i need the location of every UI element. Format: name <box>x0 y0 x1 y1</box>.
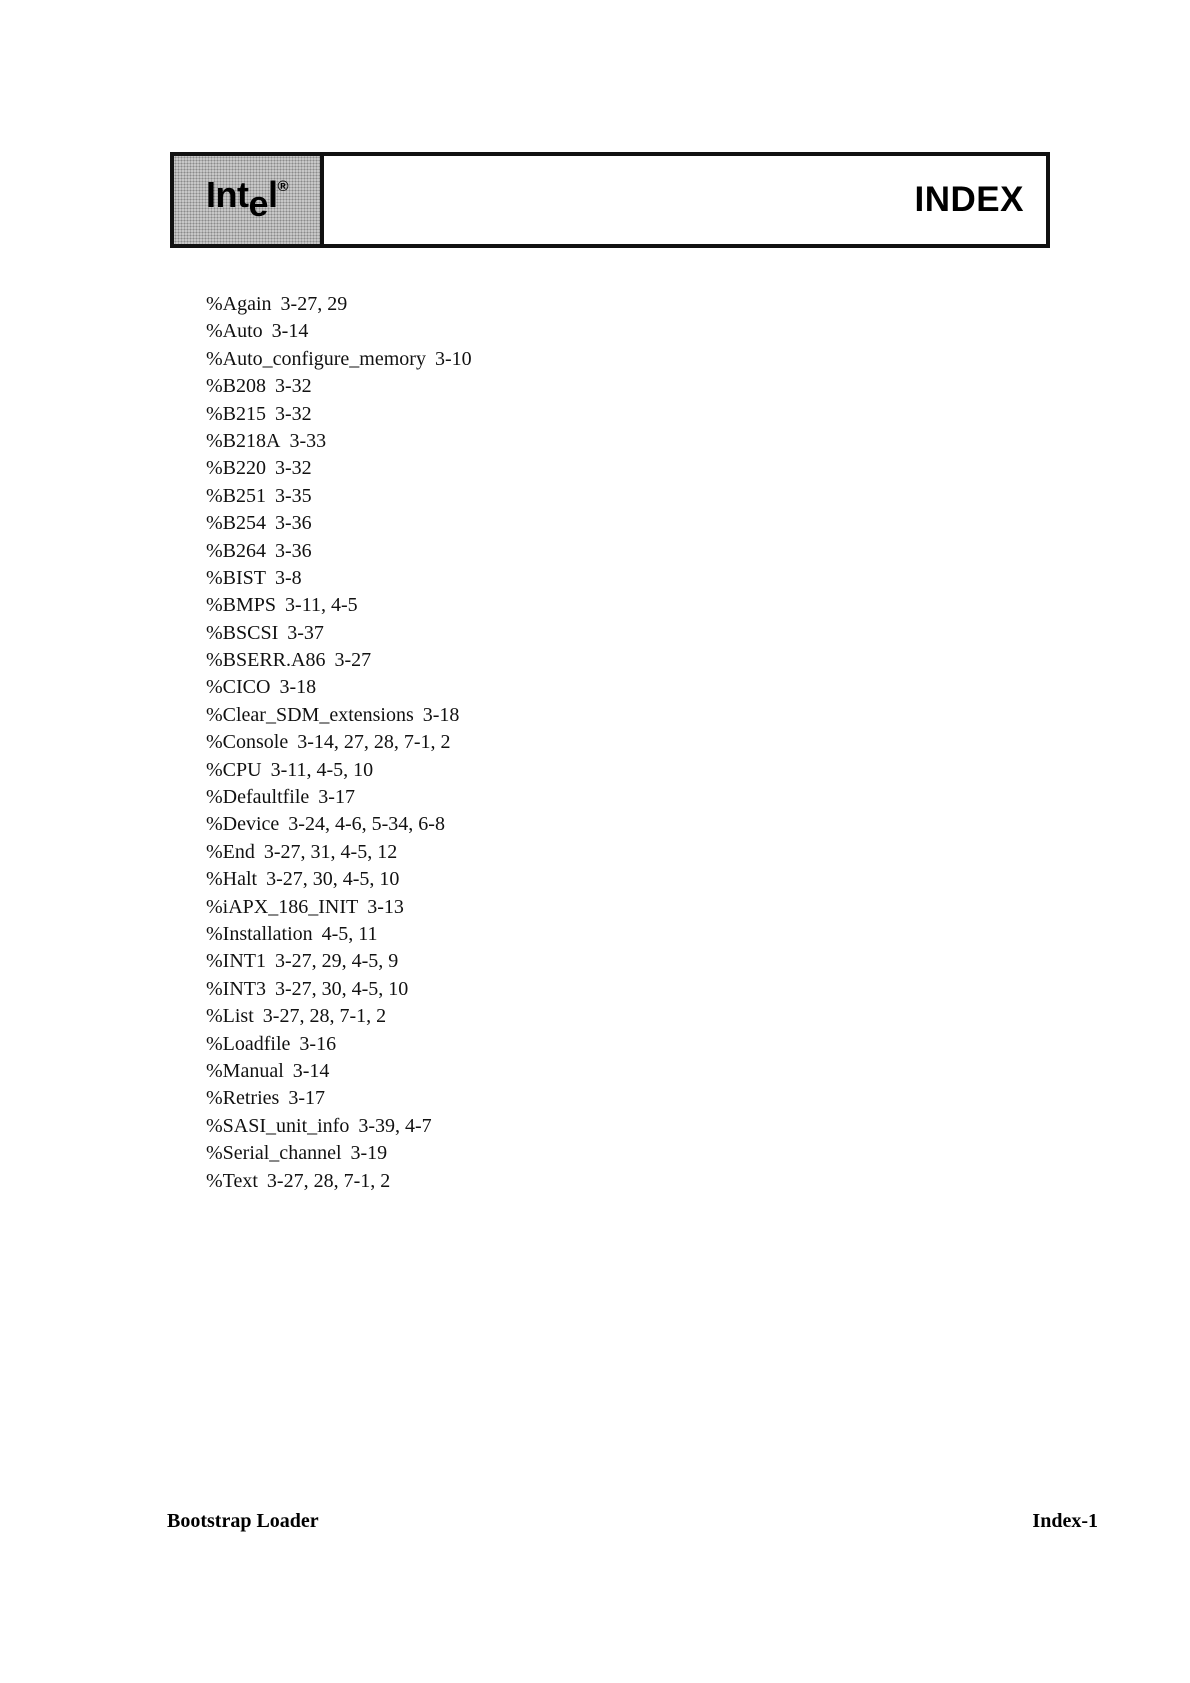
index-term: %CICO <box>206 676 271 699</box>
logo-part-l: l <box>267 174 278 215</box>
index-entry <box>206 729 472 756</box>
index-term: %iAPX_186_INIT <box>206 895 359 918</box>
index-term: %B208 <box>206 375 266 398</box>
index-pages: 3-10 <box>434 347 472 370</box>
index-pages: 3-27, 30, 4-5, 10 <box>266 868 400 891</box>
index-entry <box>206 894 472 921</box>
index-pages: 3-13 <box>367 895 404 918</box>
index-term: %Console <box>206 731 289 754</box>
index-entry <box>206 921 472 948</box>
footer-book-title: Bootstrap Loader <box>167 1510 319 1532</box>
index-term: %Again <box>206 293 272 315</box>
index-pages: 3-37 <box>287 621 324 644</box>
index-term: %Manual <box>206 1059 284 1082</box>
index-term: %List <box>206 1005 254 1028</box>
logo-box <box>174 156 324 244</box>
index-term: %B251 <box>206 484 266 507</box>
index-pages: 3-27, 28, 7-1, 2 <box>266 1169 391 1192</box>
index-pages: 4-5, 11 <box>321 922 378 945</box>
index-pages: 3-32 <box>275 375 312 398</box>
index-pages: 3-32 <box>275 457 312 480</box>
index-term: %Defaultfile <box>206 786 310 809</box>
index-term: %Halt <box>206 868 258 891</box>
index-pages: 3-27 <box>334 649 372 672</box>
index-term: %Loadfile <box>206 1032 291 1055</box>
index-entry <box>206 510 472 537</box>
index-term: %CPU <box>206 758 262 781</box>
index-entry <box>206 866 472 893</box>
index-entry <box>206 428 472 455</box>
index-pages: 3-11, 4-5 <box>285 594 358 617</box>
index-pages: 3-33 <box>289 429 327 452</box>
index-pages: 3-18 <box>422 703 460 726</box>
index-entry <box>206 483 472 510</box>
index-term: %B254 <box>206 512 266 535</box>
index-entry <box>206 373 472 400</box>
index-pages: 3-27, 31, 4-5, 12 <box>263 840 398 863</box>
index-term: %End <box>206 840 255 863</box>
index-entry <box>206 565 472 592</box>
index-entry <box>206 1113 472 1140</box>
index-pages: 3-24, 4-6, 5-34, 6-8 <box>288 813 445 836</box>
index-pages: 3-36 <box>275 539 312 562</box>
index-entry <box>206 702 472 729</box>
intel-logo <box>205 174 289 224</box>
index-term: %Text <box>206 1169 258 1192</box>
index-term: %INT3 <box>206 977 266 1000</box>
index-entry <box>206 839 472 866</box>
index-term: %Auto_configure_memory <box>206 347 426 370</box>
index-term: %Clear_SDM_extensions <box>206 703 414 726</box>
index-list <box>206 291 472 1195</box>
index-term: %SASI_unit_info <box>206 1114 350 1137</box>
index-pages: 3-14 <box>271 320 309 343</box>
index-entry <box>206 1140 472 1167</box>
index-entry <box>206 455 472 482</box>
footer-page-number: Index-1 <box>1032 1510 1098 1532</box>
index-pages: 3-36 <box>275 512 312 535</box>
index-term: %Auto <box>206 320 263 343</box>
index-term: %Retries <box>206 1087 280 1110</box>
index-entry <box>206 976 472 1003</box>
index-pages: 3-17 <box>318 786 355 809</box>
index-pages: 3-32 <box>275 402 312 425</box>
index-pages: 3-19 <box>350 1142 388 1165</box>
registered-mark: ® <box>277 178 289 195</box>
index-entry <box>206 1058 472 1085</box>
index-entry <box>206 538 472 565</box>
logo-part-e: e <box>248 183 268 224</box>
header-title-area <box>324 156 1046 244</box>
index-entry <box>206 948 472 975</box>
index-pages: 3-18 <box>279 676 317 699</box>
index-entry <box>206 811 472 838</box>
index-pages: 3-8 <box>275 566 302 589</box>
index-term: %B264 <box>206 539 266 562</box>
index-pages: 3-11, 4-5, 10 <box>270 758 374 781</box>
index-term: %Device <box>206 813 280 836</box>
index-entry <box>206 1168 472 1195</box>
index-term: %BIST <box>206 566 266 589</box>
page-title: INDEX <box>914 180 1024 219</box>
index-entry <box>206 647 472 674</box>
index-entry <box>206 757 472 784</box>
index-term: %B218A <box>206 429 281 452</box>
index-entry <box>206 318 472 345</box>
index-entry <box>206 346 472 373</box>
index-entry <box>206 291 472 318</box>
index-term: %BSERR.A86 <box>206 649 326 672</box>
index-term: %Installation <box>206 922 313 945</box>
page-header <box>170 152 1050 248</box>
index-pages: 3-27, 30, 4-5, 10 <box>274 977 409 1000</box>
index-pages: 3-27, 29 <box>280 293 348 315</box>
index-entry <box>206 784 472 811</box>
index-term: %B220 <box>206 457 266 480</box>
index-pages: 3-16 <box>299 1032 337 1055</box>
index-entry <box>206 401 472 428</box>
index-term: %B215 <box>206 402 266 425</box>
index-entry <box>206 620 472 647</box>
index-entry <box>206 1085 472 1112</box>
index-entry <box>206 1031 472 1058</box>
index-term: %BMPS <box>206 594 277 617</box>
index-pages: 3-39, 4-7 <box>358 1114 432 1137</box>
index-term: %Serial_channel <box>206 1142 342 1165</box>
index-pages: 3-27, 28, 7-1, 2 <box>262 1005 387 1028</box>
index-entry <box>206 674 472 701</box>
index-entry <box>206 592 472 619</box>
index-pages: 3-35 <box>275 484 312 507</box>
logo-part-int: Int <box>205 174 249 215</box>
index-entry <box>206 1003 472 1030</box>
index-pages: 3-17 <box>288 1087 325 1110</box>
index-term: %BSCSI <box>206 621 279 644</box>
index-pages: 3-27, 29, 4-5, 9 <box>274 950 399 973</box>
index-pages: 3-14, 27, 28, 7-1, 2 <box>297 731 451 754</box>
index-pages: 3-14 <box>292 1059 330 1082</box>
index-term: %INT1 <box>206 950 266 973</box>
